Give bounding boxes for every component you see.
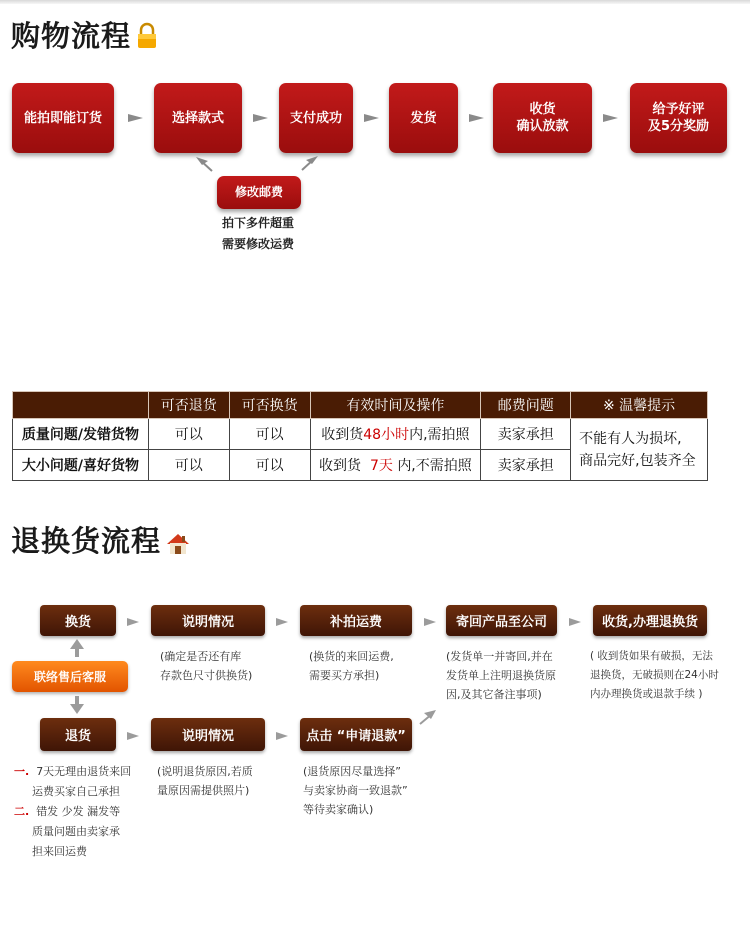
receive-process-box: 收货,办理退换货: [593, 605, 707, 636]
table-cell: 可以: [148, 450, 229, 481]
diagonal-arrow-icon: [300, 156, 318, 172]
table-cell: 卖家承担: [481, 450, 571, 481]
diagonal-arrow-icon: [418, 710, 436, 726]
house-icon: [166, 533, 190, 555]
return-rule-2: 二. 错发 少发 漏发等 质量问题由卖家承 担来回运费: [14, 805, 121, 858]
shopping-flow-title: 购物流程: [11, 19, 132, 53]
time-highlight: 7天: [369, 458, 393, 474]
arrow-right-icon: [424, 618, 436, 626]
time-text: 内,不需拍照: [397, 458, 472, 474]
table-cell: 可以: [229, 419, 310, 450]
arrow-right-icon: [127, 732, 139, 740]
time-text: 收到货: [319, 458, 362, 474]
step-receive-confirm: 收货 确认放款: [493, 83, 592, 153]
return-note: (退货原因尽量选择” 与卖家协商一致退款” 等待卖家确认): [303, 765, 408, 816]
table-cell: [310, 419, 481, 450]
arrow-right-icon: [253, 114, 268, 122]
time-text: 收到货: [321, 427, 364, 443]
table-cell: [310, 450, 481, 481]
table-header-cell: 可否退货: [148, 392, 229, 419]
rule-number: 二.: [14, 805, 30, 818]
return-rule-1: 一. 7天无理由退货来回 运费买家自己承担: [14, 765, 132, 798]
arrow-right-icon: [128, 114, 143, 122]
table-cell: 大小问题/喜好货物: [13, 450, 149, 481]
arrow-right-icon: [127, 618, 139, 626]
arrow-down-icon: [70, 696, 84, 714]
table-header-cell: 邮费问题: [481, 392, 571, 419]
return-policy-table: [12, 391, 708, 481]
rule-number: 一.: [14, 765, 30, 778]
exchange-note: (发货单一并寄回,并在 发货单上注明退换货原 因,及其它备注事项): [446, 650, 556, 701]
arrow-right-icon: [364, 114, 379, 122]
exchange-note: ( 收到货如果有破损，无法 退换货，无破损则在24小时 内办理换货或退款手续 ): [590, 650, 719, 700]
return-flow-title: 退换货流程: [11, 524, 162, 558]
arrow-right-icon: [276, 618, 288, 626]
step-order: 能拍即能订货: [12, 83, 114, 153]
modify-postage-note: 拍下多件超重 需要修改运费: [222, 216, 295, 251]
diagonal-arrow-icon: [196, 157, 214, 173]
exchange-note: (确定是否还有库 存款色尺寸供换货): [160, 650, 253, 682]
return-box: 退货: [40, 718, 116, 751]
apply-refund-box: 点击 “申请退款”: [300, 718, 412, 751]
arrow-right-icon: [469, 114, 484, 122]
table-cell: 可以: [229, 450, 310, 481]
tip-line: 不能有人为损坏,: [579, 430, 682, 447]
exchange-box: 换货: [40, 605, 116, 636]
modify-postage-box: 修改邮费: [217, 176, 301, 209]
table-header-cell: ※ 温馨提示: [571, 392, 708, 419]
tip-cell: [571, 419, 708, 481]
tip-line: 商品完好,包装齐全: [579, 452, 696, 469]
table-header-cell: 可否换货: [229, 392, 310, 419]
arrow-right-icon: [276, 732, 288, 740]
exchange-note: (换货的来回运费, 需要买方承担): [309, 650, 394, 682]
time-highlight: 48小时: [363, 427, 410, 443]
time-text: 内,需拍照: [409, 427, 470, 443]
arrow-right-icon: [569, 618, 581, 626]
arrow-right-icon: [603, 114, 618, 122]
table-header-cell: 有效时间及操作: [310, 392, 481, 419]
step-ship: 发货: [389, 83, 458, 153]
pay-shipping-box: 补拍运费: [300, 605, 412, 636]
step-select-style: 选择款式: [154, 83, 242, 153]
send-back-box: 寄回产品至公司: [446, 605, 557, 636]
table-row: [13, 419, 708, 450]
table-cell: 质量问题/发错货物: [13, 419, 149, 450]
table-header-row: [13, 392, 708, 419]
return-note: (说明退货原因,若质 量原因需提供照片): [157, 765, 253, 797]
arrow-up-icon: [70, 639, 84, 657]
table-cell: 可以: [148, 419, 229, 450]
step-review-reward: 给予好评 及5分奖励: [630, 83, 727, 153]
lock-icon: [136, 22, 158, 50]
table-header-cell: [13, 392, 149, 419]
contact-service-button[interactable]: 联络售后客服: [12, 661, 128, 692]
table-cell: 卖家承担: [481, 419, 571, 450]
explain-situation-box: 说明情况: [151, 605, 265, 636]
top-shade: [0, 0, 750, 4]
explain-reason-box: 说明情况: [151, 718, 265, 751]
step-payment-success: 支付成功: [279, 83, 353, 153]
